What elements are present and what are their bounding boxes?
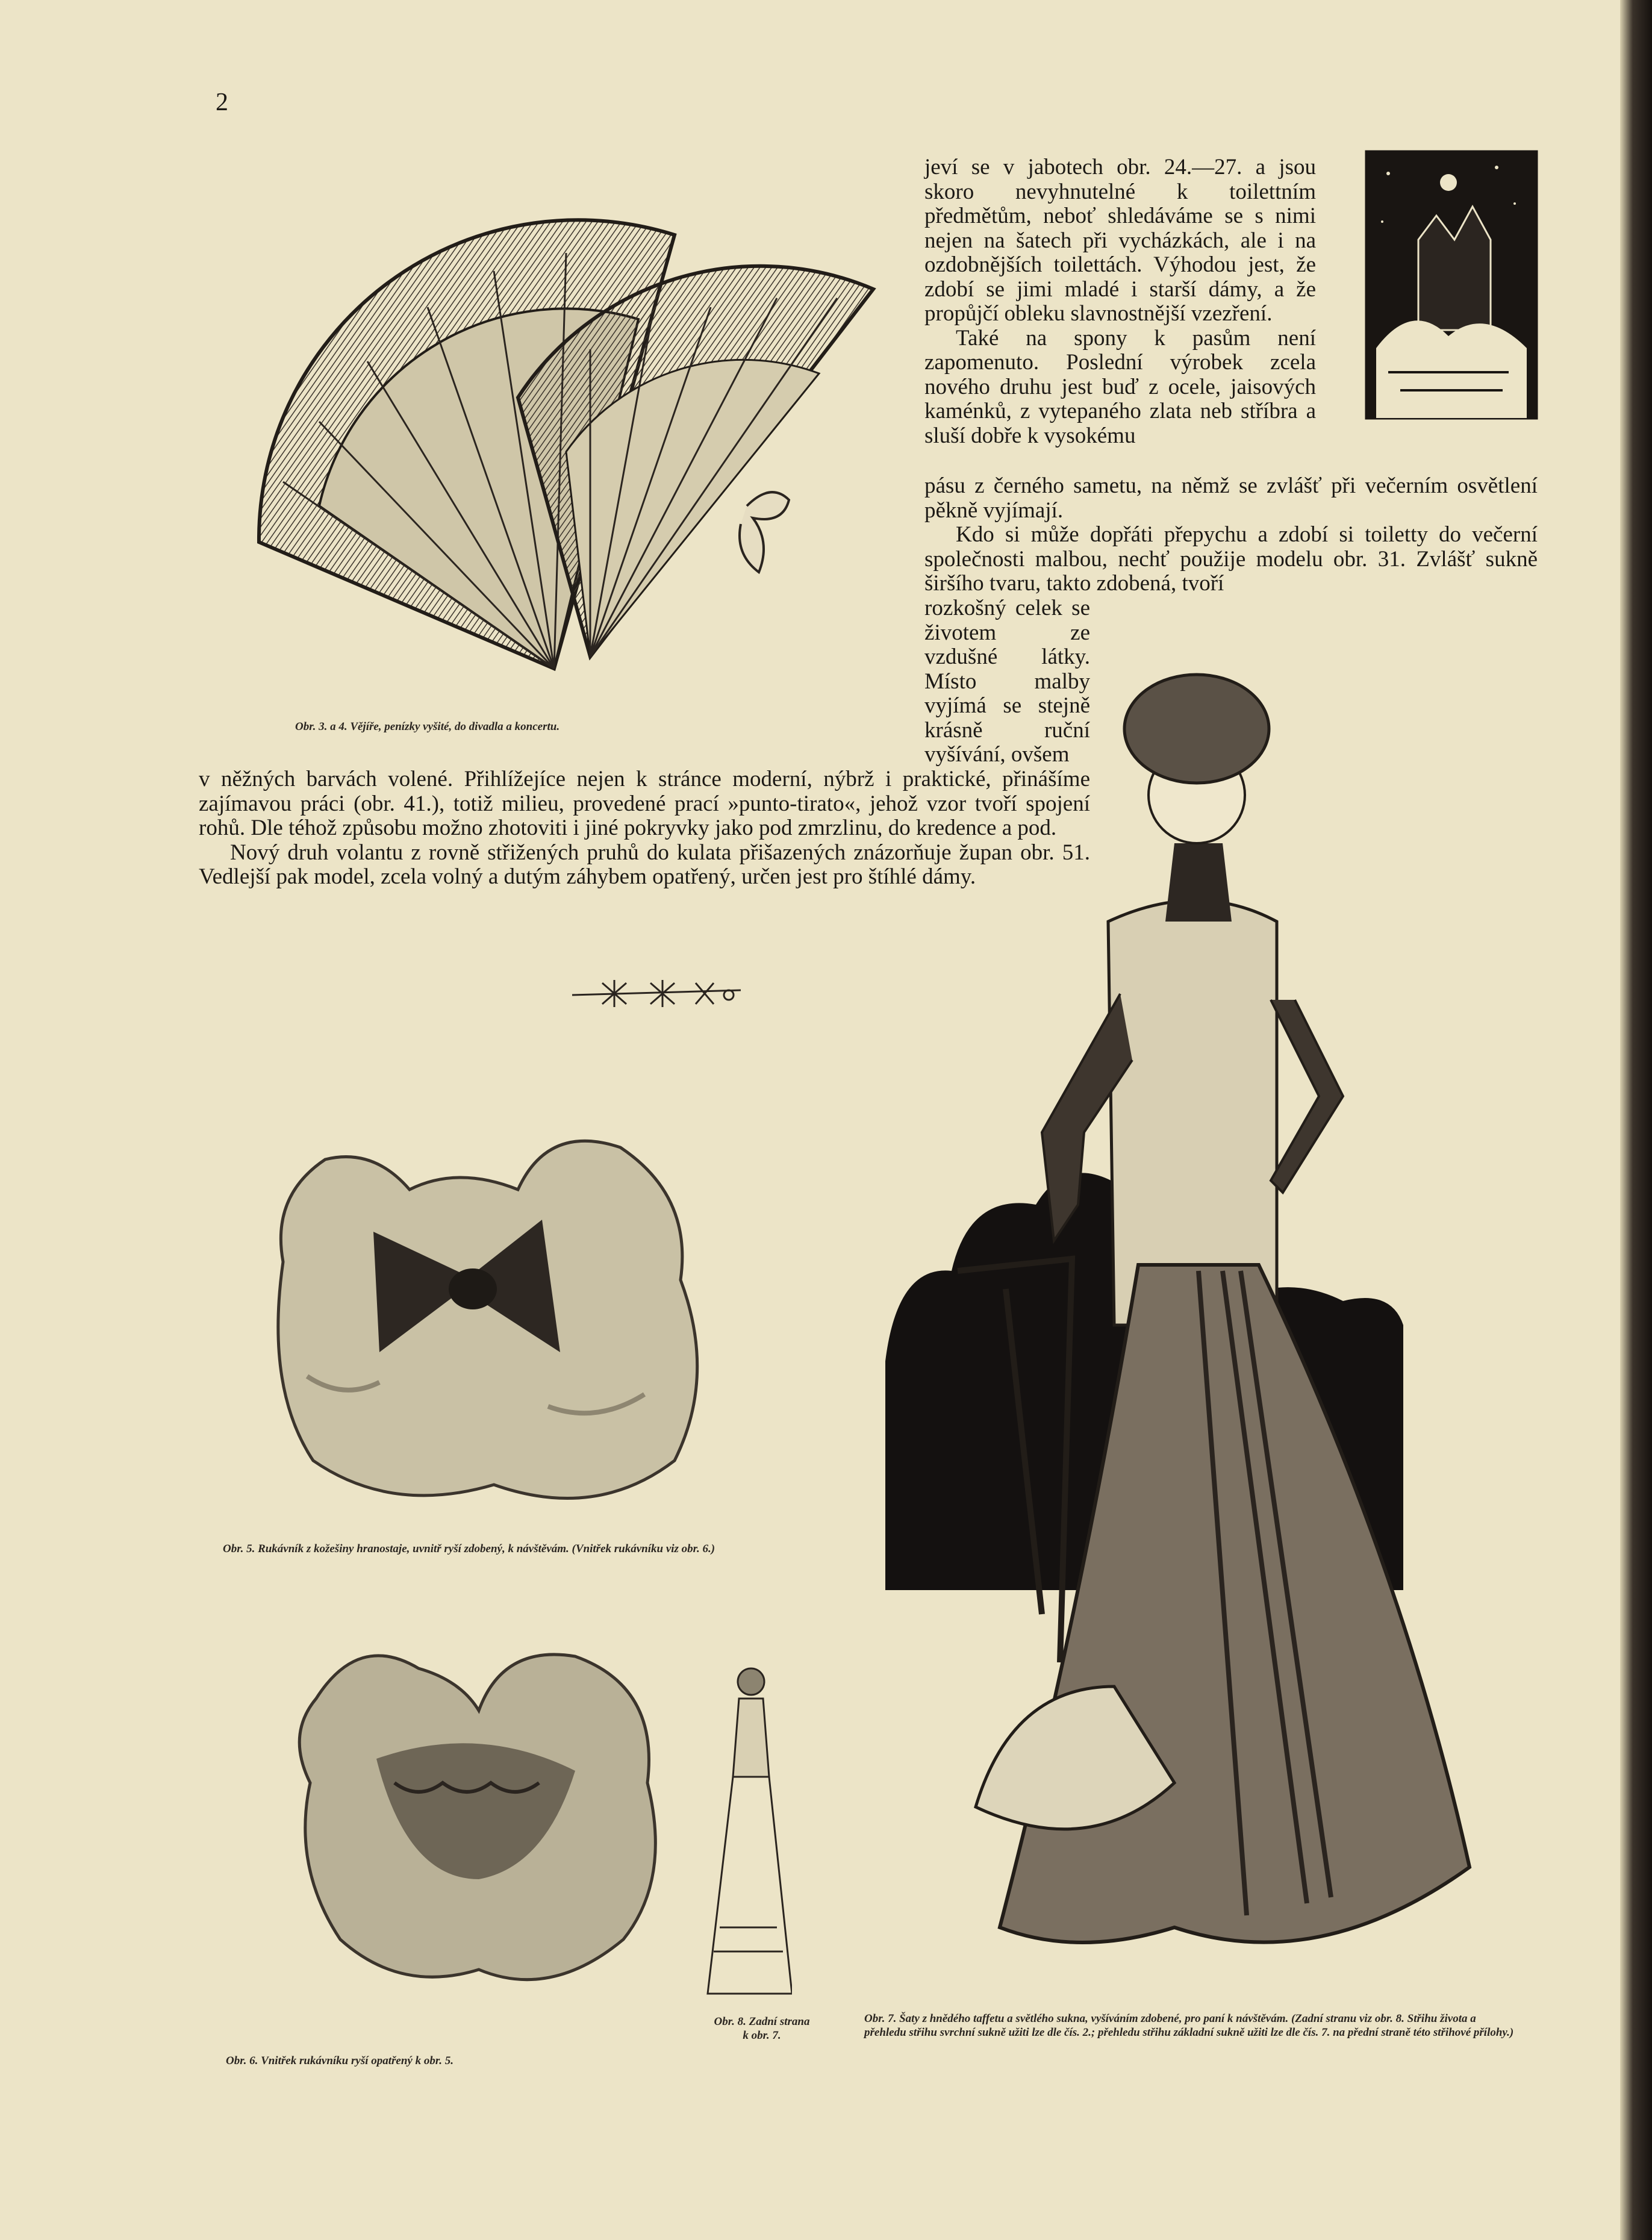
muff-interior-illustration — [286, 1626, 678, 1994]
winter-castle-vignette — [1364, 149, 1539, 420]
fan-illustration — [217, 169, 891, 675]
back-view-figure — [702, 1662, 792, 2000]
caption-muff: Obr. 5. Rukávník z kožešiny hranostaje, uvnitř ryší zdobený, k návštěvám. (Vnitřek rukávníku viz obr. 6.) — [223, 1543, 715, 1555]
page-number: 2 — [216, 89, 228, 116]
ornament-divider — [566, 971, 747, 1013]
paragraph-spony-a: Také na spony k pasům není zapomenuto. Poslední výrobek zcela nového druhu jest buď z ocele, jaisových kaménků, z vytepaného zlata neb stříbra a sluší dobře k vysokému — [924, 325, 1316, 448]
paragraph-spony-b: pásu z černého sametu, na němž se zvlášť při večerním osvětlení pěkně vyjímají. — [924, 473, 1538, 523]
lady-in-dress-illustration — [861, 663, 1566, 1994]
paragraph-malba-c: v něžných barvách volené. Přihlížejíce nejen k stránce moderní, nýbrž i praktické, přinášíme zajímavou práci (obr. 41.), totiž milieu, provedené prací »punto-tirato«, jehož vzor tvoří spojení rohů. Dle téhož způsobu možno zhotoviti i jiné pokryvky jako pod zmrzlinu, do kredence a pod. — [199, 767, 1090, 840]
ermine-muff-illustration — [259, 1123, 729, 1527]
article-column-mid — [924, 474, 1538, 596]
paragraph-malba-a: Kdo si může dopřáti přepychu a zdobí si toiletty do večerní společnosti malbou, nechť použije modelu obr. 31. Zvlášť sukně širšího tvaru, takto zdobená, tvoří — [924, 522, 1538, 596]
paragraph-jabot: jeví se v jabotech obr. 24.—27. a jsou skoro nevyhnutelné k toilettním předmětům, neboť shledáváme se s nimi nejen na šatech při vycházkách, ale i na ozdobnějších toilettách. Výhodou jest, že zdobí se jimi mladé i starší dámy, a že propůjčí obleku slavnostnější vzezření. — [924, 155, 1316, 326]
caption-back-view: Obr. 8. Zadní strana k obr. 7. — [714, 2015, 810, 2042]
article-column-top — [924, 155, 1316, 448]
caption-fans: Obr. 3. a 4. Vějíře, penízky vyšité, do divadla a koncertu. — [295, 720, 560, 733]
paragraph-malba-b: rozkošný celek se životem ze vzdušné látky. Místo malby vyjímá se stejně krásně ruční vyšívání, ovšem — [924, 596, 1090, 767]
caption-muff-inside: Obr. 6. Vnitřek rukávníku ryší opatřený k obr. 5. — [226, 2054, 454, 2067]
paragraph-volant: Nový druh volantu z rovně střižených pruhů do kulata přišazených znázorňuje župan obr. 51. Vedlejší pak model, zcela volný a dutým záhybem opatřený, určen jest pro štíhlé dámy. — [199, 840, 1090, 889]
page-edge-shadow — [1620, 0, 1652, 2240]
caption-dress: Obr. 7. Šaty z hnědého taffetu a světlého sukna, vyšíváním zdobené, pro paní k návštěvám. (Zadní stranu viz obr. 8. Střihu života a přehledu střihu svrchní sukně užiti lze dle čís. 2.; přehledu střihu základní sukně užiti lze dle čís. 7. na přední straně této střihové přílohy.) — [864, 2012, 1514, 2039]
